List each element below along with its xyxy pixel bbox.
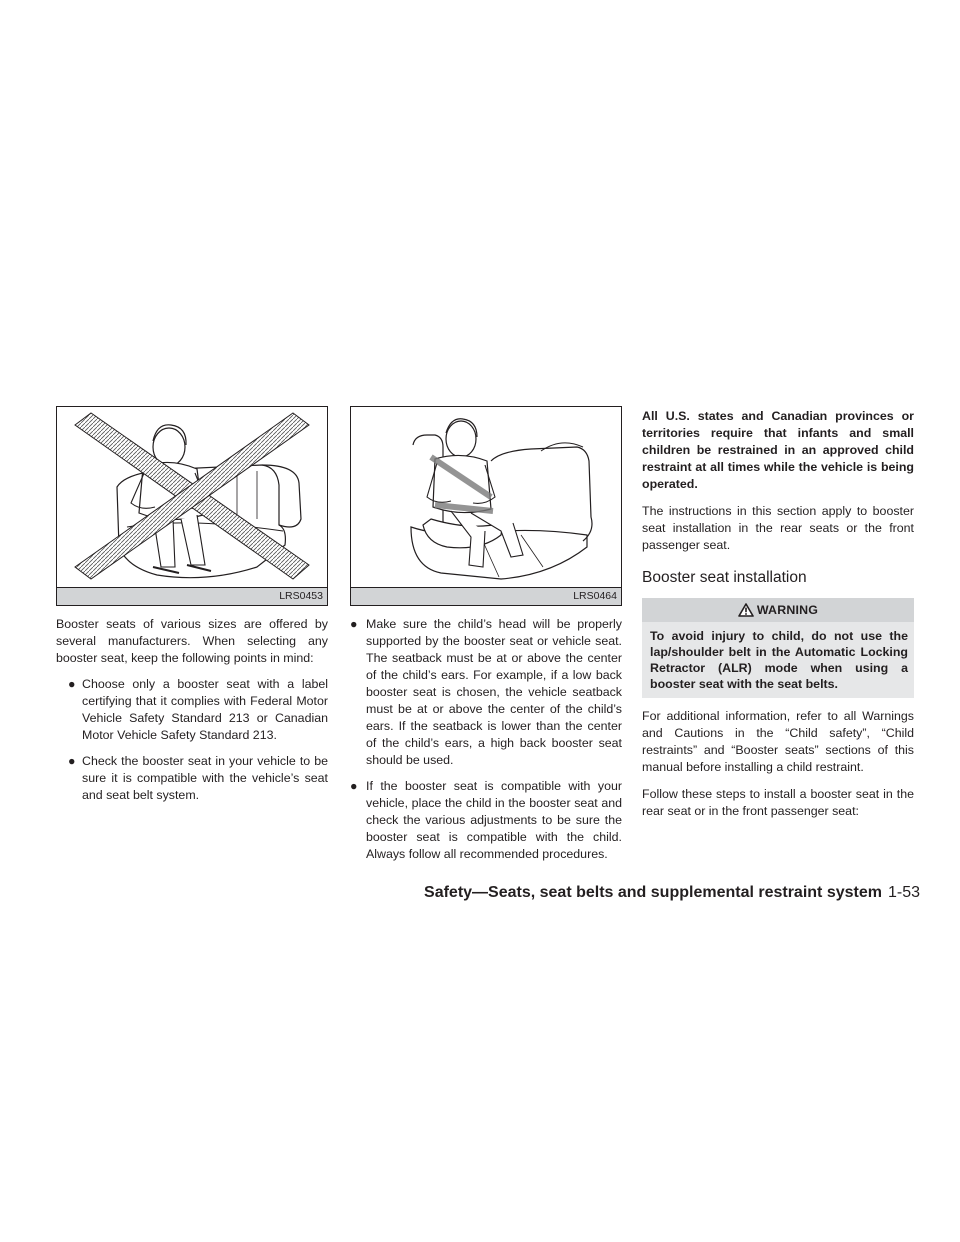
list-item-text: Make sure the child’s head will be properly supported by the booster seat or vehicle seat. The seatback must be at or above the center of the child’s ears. For example, if a low back booster seat is chosen, the vehicle seatback must be at or above the center of the child’s ears. If the seatback is lower than the center of the child’s ears, a high back booster seat should be used. (366, 617, 622, 767)
list-item-text: If the booster seat is compatible with your vehicle, place the child in the booster seat and check the various adjustments to be sure the booster seat is compatible with the child. Always follow all recommended procedures. (366, 779, 622, 861)
bullet-icon: ● (350, 779, 358, 793)
bullet-icon: ● (68, 754, 76, 768)
steps-intro-paragraph: Follow these steps to install a booster seat in the rear seat or in the front passenger seat: (642, 787, 914, 818)
bullet-icon: ● (350, 617, 358, 631)
figure-lrs0453 (56, 406, 328, 606)
figure-caption-bar (57, 587, 327, 605)
figure-code: LRS0464 (573, 590, 617, 602)
list-item-text: Choose only a booster seat with a label certifying that it complies with Federal Motor Vehicle Safety Standard 213 or Canadian Motor Vehicle Safety Standard 213. (82, 677, 328, 742)
legal-requirement-paragraph: All U.S. states and Canadian provinces or territories require that infants and small children be restrained in an approved child restraint at all times while the vehicle is being operated. (642, 409, 914, 491)
intro-paragraph: Booster seats of various sizes are offered by several manufacturers. When selecting any booster seat, keep the following points in mind: (56, 617, 328, 665)
list-item-text: Check the booster seat in your vehicle to be sure it is compatible with the vehicle’s seat and seat belt system. (82, 754, 328, 802)
page-footer (424, 884, 920, 902)
figure-caption-bar (351, 587, 621, 605)
list-item (56, 753, 328, 804)
list-item (350, 778, 622, 863)
bullet-icon: ● (68, 677, 76, 691)
warning-text: To avoid injury to child, do not use the lap/shoulder belt in the Automatic Locking Retractor (ALR) mode when using a booster seat with the seat belts. (642, 622, 914, 698)
compatibility-list (350, 616, 622, 863)
warning-triangle-icon (738, 603, 754, 617)
list-item (56, 676, 328, 744)
page-number: 1-53 (887, 884, 920, 901)
column-1 (56, 406, 328, 804)
booster-seat-illustration (351, 407, 621, 587)
warning-title: WARNING (756, 603, 819, 617)
column-3 (642, 408, 914, 820)
warning-header (642, 598, 914, 622)
section-heading: Booster seat installation (642, 569, 807, 586)
selection-points-list (56, 676, 328, 804)
figure-code: LRS0453 (279, 590, 323, 602)
figure-lrs0464 (350, 406, 622, 606)
list-item (350, 616, 622, 769)
additional-info-paragraph: For additional information, refer to all Warnings and Cautions in the “Child safety”, “Child restraints” and “Booster seats” sections of this manual before installing a child restraint. (642, 709, 914, 774)
instructions-scope-paragraph: The instructions in this section apply to booster seat installation in the rear seats or the front passenger seat. (642, 504, 914, 552)
section-title: Safety—Seats, seat belts and supplemental restraint system (424, 884, 882, 901)
crossed-out-booster-seat-illustration (57, 407, 327, 587)
column-2 (350, 406, 622, 863)
